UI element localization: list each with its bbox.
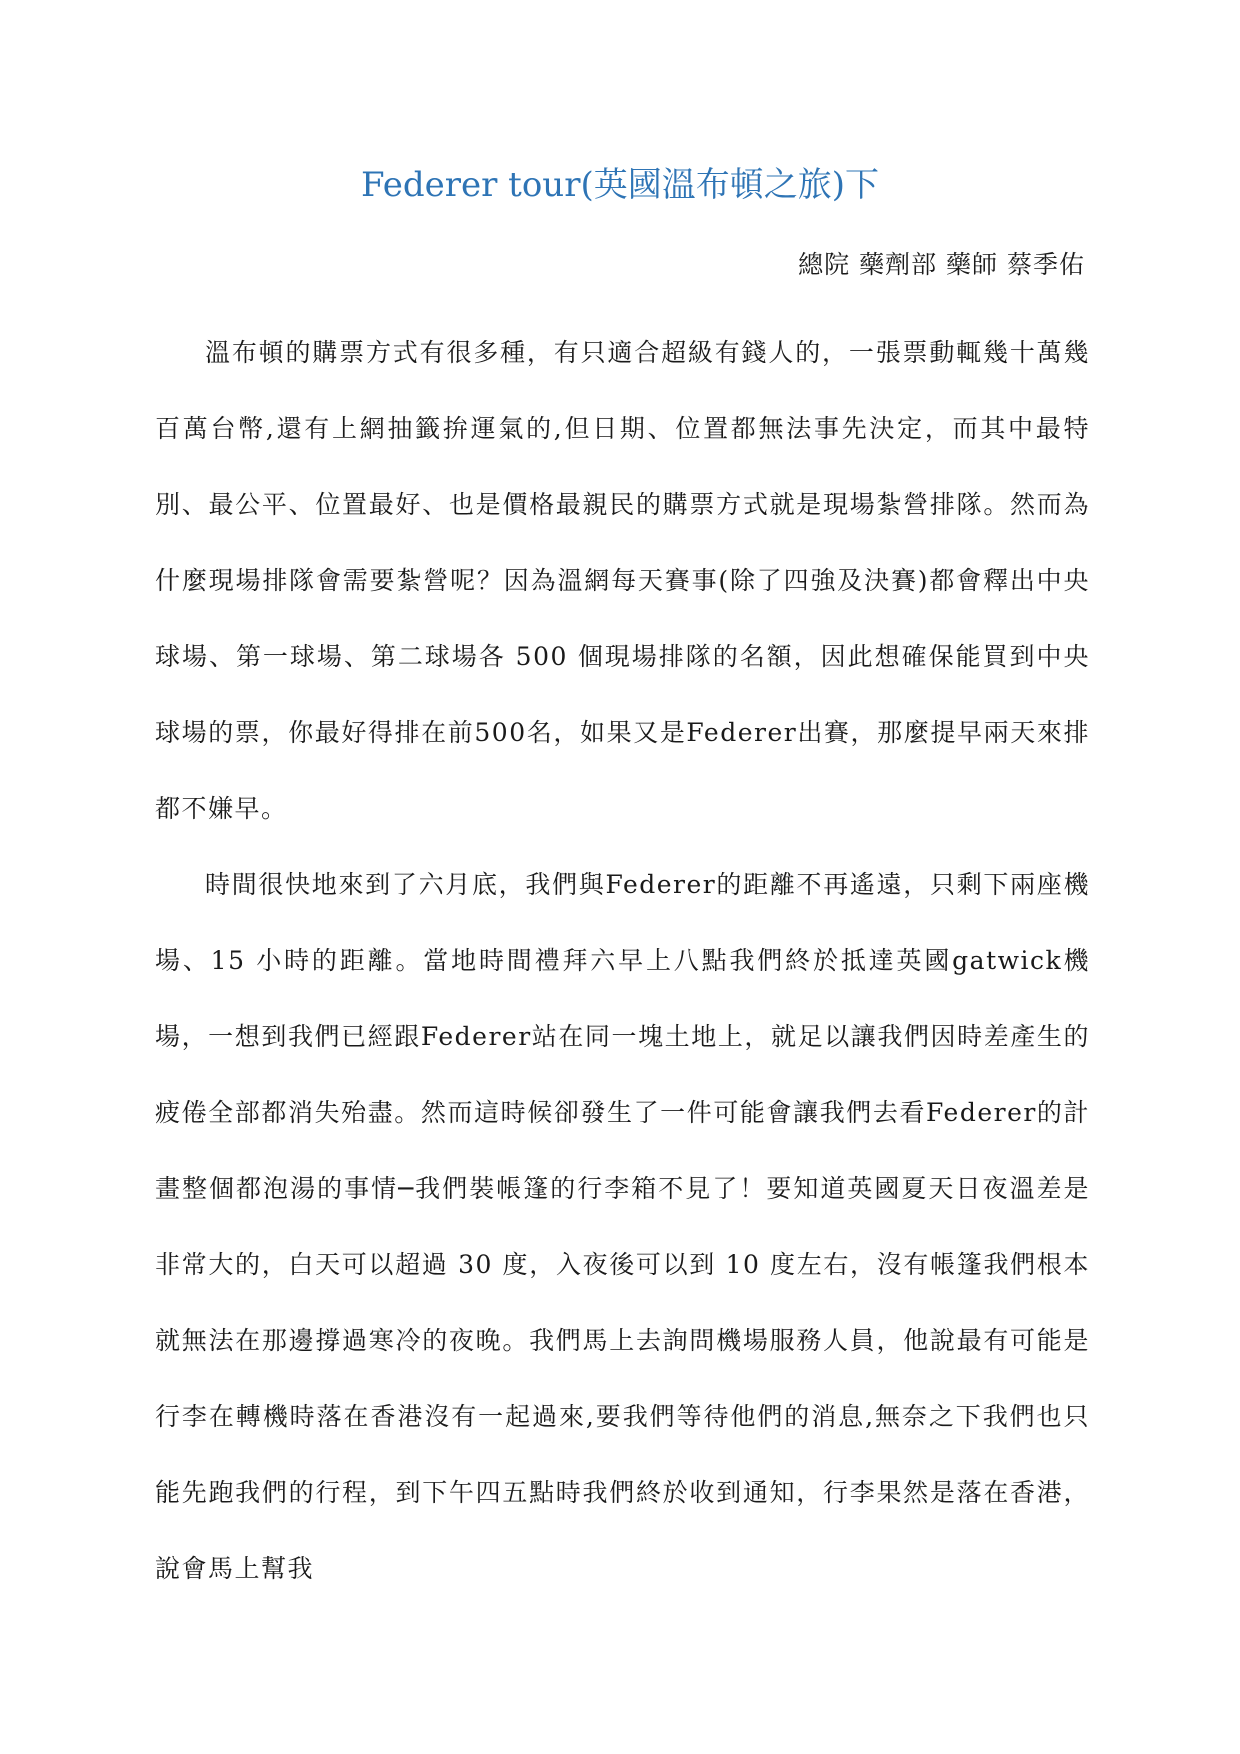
- document-title: Federer tour(英國溫布頓之旅)下: [361, 165, 879, 205]
- paragraph-2: 時間很快地來到了六月底，我們與Federer的距離不再遙遠，只剩下兩座機場、15 小時的距離。當地時間禮拜六早上八點我們終於抵達英國gatwick機場，一想到我們已經跟Federer站在同一塊土地上，就足以讓我們因時差產生的疲倦全部都消失殆盡。然而這時候卻發生了一件可能會讓我們去看Federer的計畫整個都泡湯的事情─我們裝帳篷的行李箱不見了！要知道英國夏天日夜溫差是非常大的，白天可以超過 30 度，入夜後可以到 10 度左右，沒有帳篷我們根本就無法在那邊撐過寒冷的夜晚。我們馬上去詢問機場服務人員，他說最有可能是行李在轉機時落在香港沒有一起過來,要我們等待他們的消息,無奈之下我們也只能先跑我們的行程，到下午四五點時我們終於收到通知，行李果然是落在香港，說會馬上幫我: [155, 870, 1090, 1583]
- paragraph-1: 溫布頓的購票方式有很多種，有只適合超級有錢人的，一張票動輒幾十萬幾百萬台幣,還有上網抽籤拚運氣的,但日期、位置都無法事先決定，而其中最特別、最公平、位置最好、也是價格最親民的購票方式就是現場紮營排隊。然而為什麼現場排隊會需要紮營呢？因為溫網每天賽事(除了四強及決賽)都會釋出中央球場、第一球場、第二球場各 500 個現場排隊的名額，因此想確保能買到中央球場的票，你最好得排在前500名，如果又是Federer出賽，那麼提早兩天來排都不嫌早。: [155, 338, 1090, 823]
- article-body: [155, 315, 1090, 1607]
- author-byline: 總院 藥劑部 藥師 蔡季佑: [798, 250, 1085, 279]
